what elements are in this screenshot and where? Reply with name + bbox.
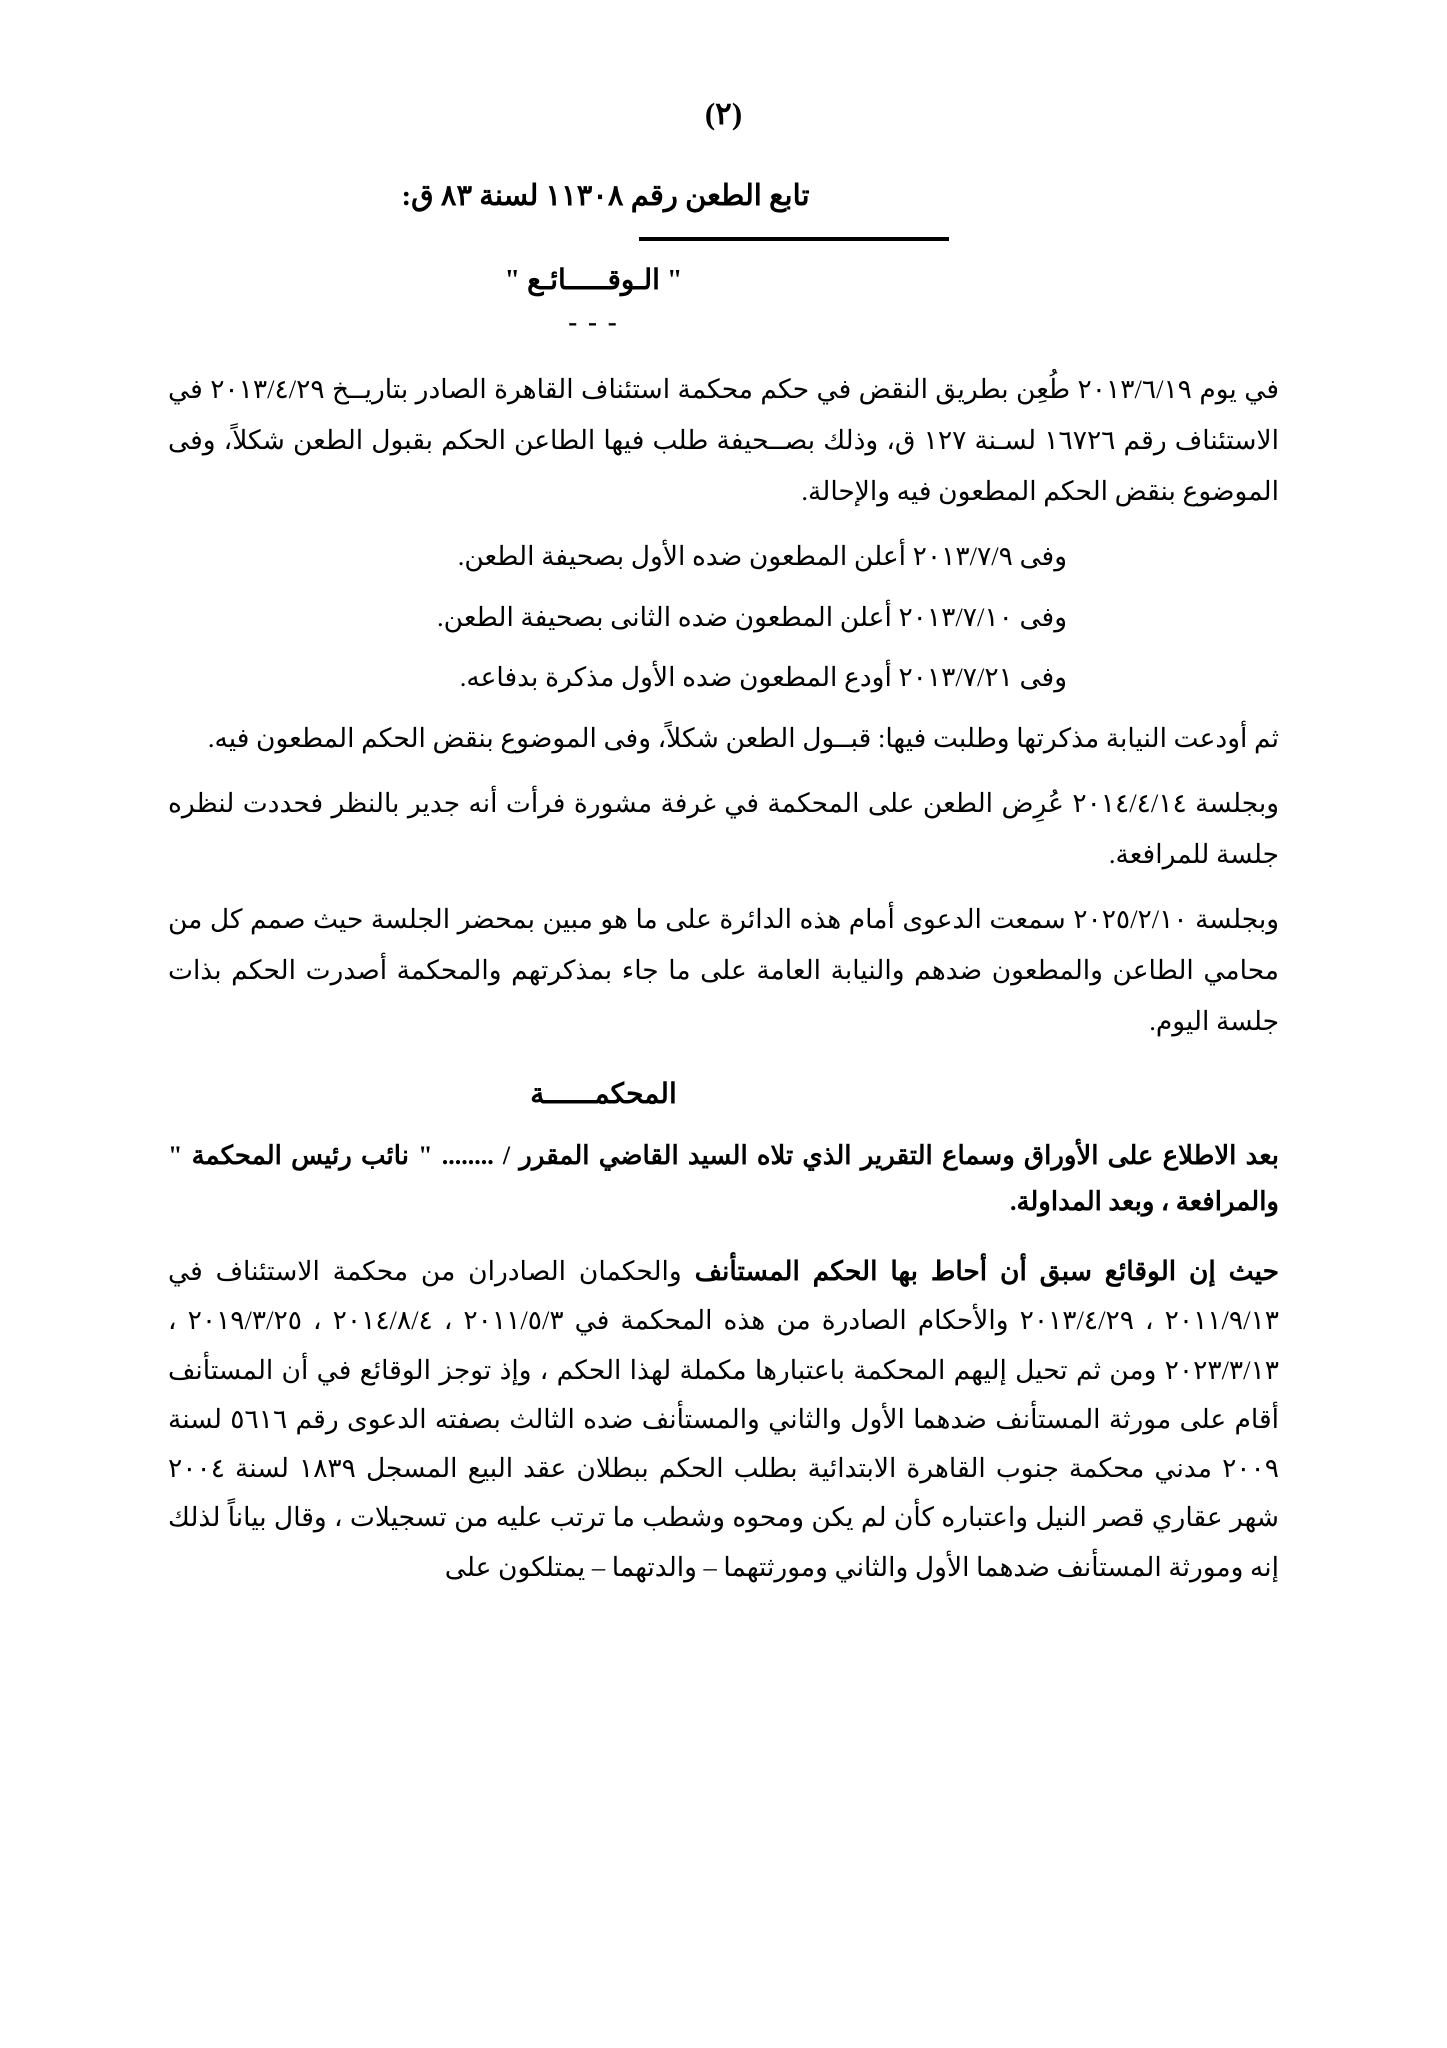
- court-body-bold-phrase: الحكم المستأنف: [694, 1256, 878, 1287]
- facts-paragraph-2: وفى ٢٠١٣/٧/٩ أعلن المطعون ضده الأول بصحيفة الطعن.: [457, 540, 1067, 571]
- facts-section-title: " الـوقـــــائـع ": [504, 265, 683, 296]
- header-rule-container: [168, 223, 1279, 257]
- facts-dashes-separator: - - -: [568, 307, 619, 337]
- facts-paragraph-7: وبجلسة ٢٠٢٥/٢/١٠ سمعت الدعوى أمام هذه الدائرة على ما هو مبين بمحضر الجلسة حيث صمم كل من محامي الطاعن والمطعون ضدهم والنيابة العامة على ما جاء بمذكرتهم والمحكمة أصدرت الحكم بذات جلسة اليوم.: [168, 903, 1279, 1036]
- facts-paragraph-3: وفى ٢٠١٣/٧/١٠ أعلن المطعون ضده الثانى بصحيفة الطعن.: [437, 601, 1067, 632]
- court-body-lead: حيث إن الوقائع سبق أن أحاط بها: [890, 1256, 1280, 1287]
- court-section-title: المحكمــــــة: [530, 1078, 677, 1110]
- header-divider-rule: [639, 237, 949, 241]
- facts-paragraph-1: في يوم ٢٠١٣/٦/١٩ طُعِن بطريق النقض في حكم محكمة استئناف القاهرة الصادر بتاريــخ ٢٠١٣/٤/٢٩ في الاستئناف رقم ١٦٧٢٦ لسـنة ١٢٧ ق، وذلك بصــحيفة طلب فيها الطاعن الحكم بقبول الطعن شكلاً، وفى الموضوع بنقض الحكم المطعون فيه والإحالة.: [168, 374, 1279, 506]
- facts-paragraph-4: وفى ٢٠١٣/٧/٢١ أودع المطعون ضده الأول مذكرة بدفاعه.: [459, 662, 1067, 693]
- court-body-rest: والحكمان الصادران من محكمة الاستئناف في ٢٠١١/٩/١٣ ، ٢٠١٣/٤/٢٩ والأحكام الصادرة من هذه المحكمة في ٢٠١١/٥/٣ ، ٢٠١٤/٨/٤ ، ٢٠١٩/٣/٢٥ ، ٢٠٢٣/٣/١٣ ومن ثم تحيل إليهم المحكمة باعتبارها مكملة لهذا الحكم ، وإذ توجز الوقائع في أن المستأنف أقام على مورثة المستأنف ضدهما الأول والثاني والمستأنف ضده الثالث بصفته الدعوى رقم ٥٦١٦ لسنة ٢٠٠٩ مدني محكمة جنوب القاهرة الابتدائية بطلب الحكم ببطلان عقد البيع المسجل ١٨٣٩ لسنة ٢٠٠٤ شهر عقاري قصر النيل واعتباره كأن لم يكن ومحوه وشطب ما ترتب عليه من تسجيلات ، وقال بياناً لذلك إنه ومورثة المستأنف ضدهما الأول والثاني ومورثتهما – والدتهما – يمتلكون على: [168, 1256, 1279, 1582]
- case-header-title: تابع الطعن رقم ١١٣٠٨ لسنة ٨٣ ق:: [401, 180, 810, 212]
- page-number: (٢): [704, 96, 743, 131]
- facts-paragraph-6: وبجلسة ٢٠١٤/٤/١٤ عُرِض الطعن على المحكمة في غرفة مشورة فرأت أنه جدير بالنظر فحددت لنظره جلسة للمرافعة.: [168, 788, 1280, 869]
- court-body-paragraph: [168, 1247, 1279, 1592]
- facts-paragraph-5: ثم أودعت النيابة مذكرتها وطلبت فيها: قبــول الطعن شكلاً، وفى الموضوع بنقض الحكم المطعون فيه.: [207, 723, 1279, 754]
- court-preamble-paragraph: بعد الاطلاع على الأوراق وسماع التقرير الذي تلاه السيد القاضي المقرر / ........ " نائب رئيس المحكمة " والمرافعة ، وبعد المداولة.: [168, 1140, 1279, 1216]
